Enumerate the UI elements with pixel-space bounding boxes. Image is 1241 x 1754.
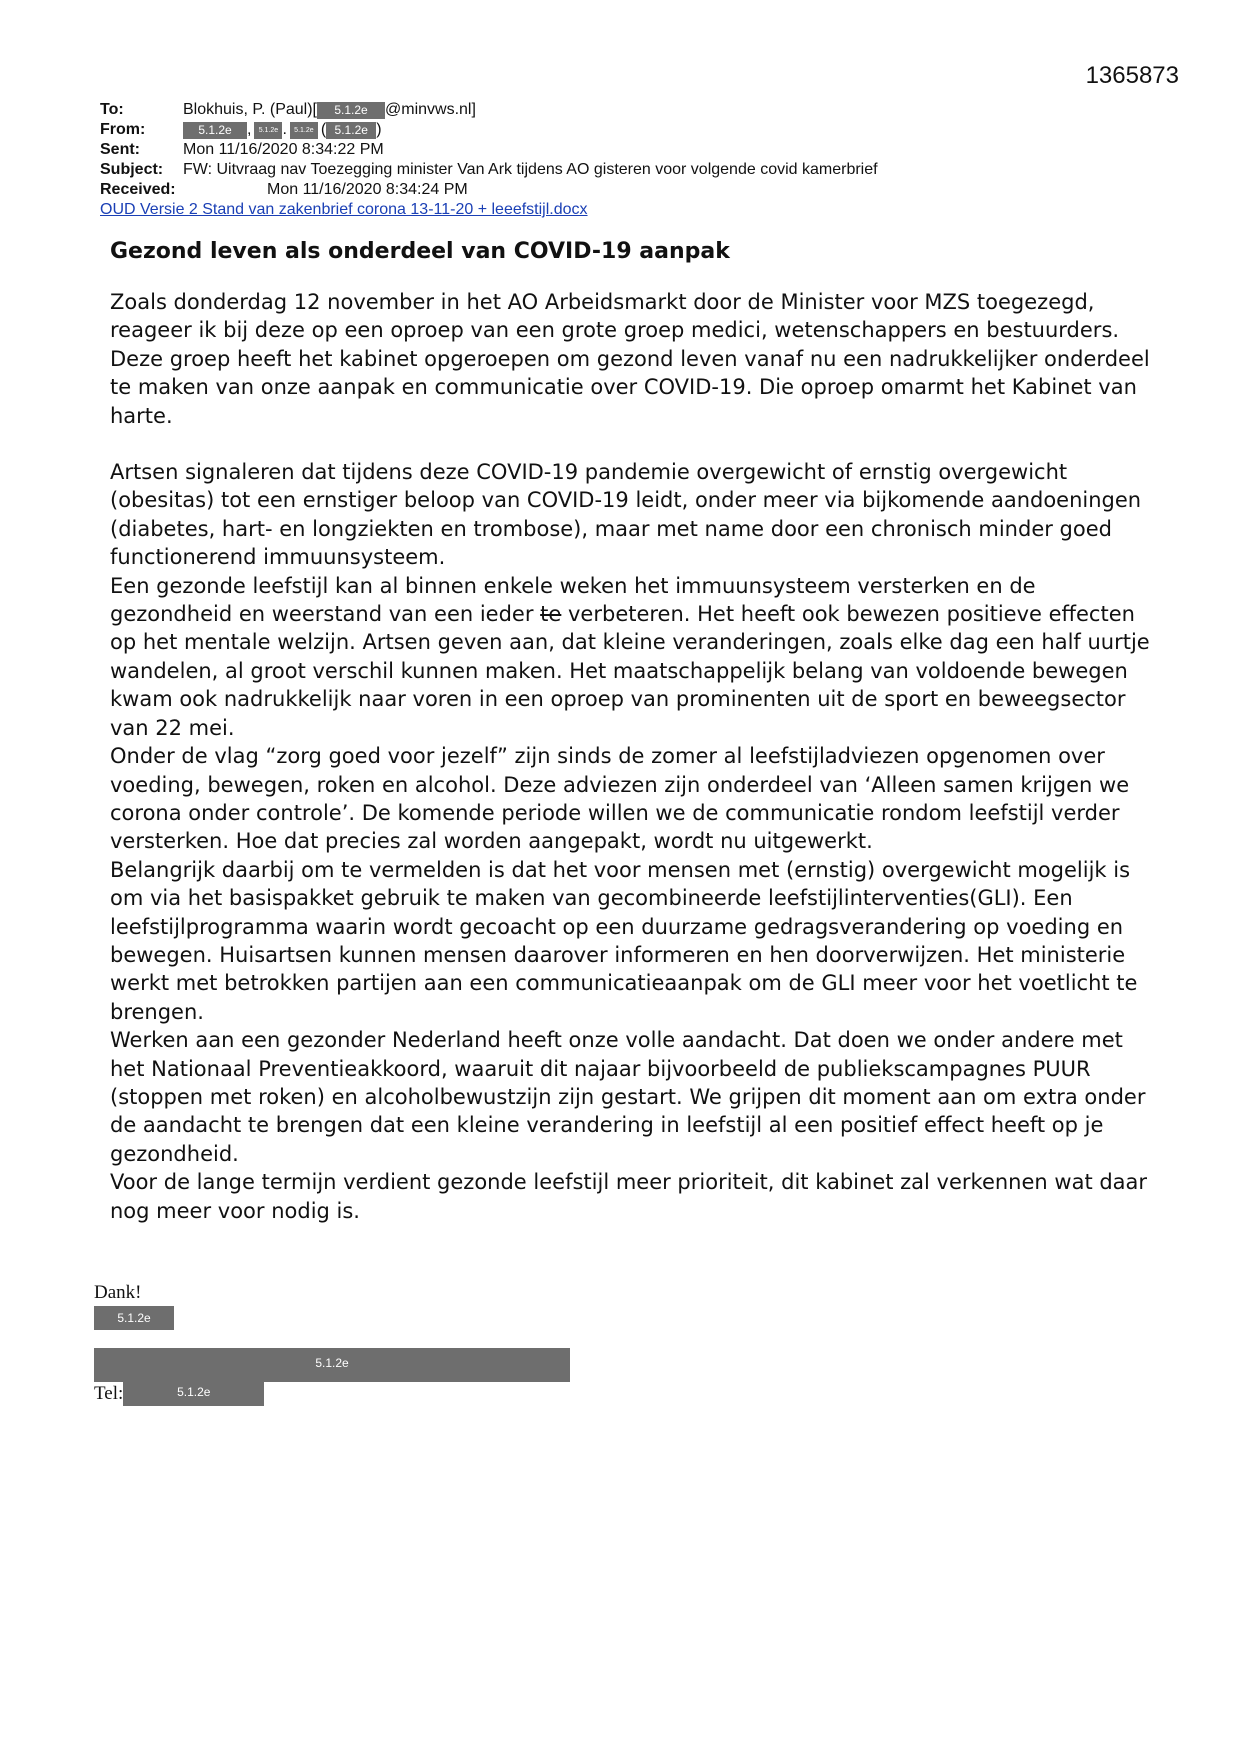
tel-row	[94, 1382, 264, 1406]
redaction-box: 5.1.2e	[290, 122, 318, 139]
received-row	[100, 180, 1150, 200]
subject-label: Subject:	[100, 161, 164, 178]
sent-row	[100, 140, 1150, 160]
email-header	[100, 100, 1150, 220]
thanks-text: Dank!	[94, 1282, 142, 1303]
paragraph: Belangrijk daarbij om te vermelden is dat het voor mensen met (ernstig) overgewicht mogelijk is om via het basispakket gebruik te maken van gecombineerde leefstijlinterventies(GLI). Een leefstijlprogramma waarin wordt gecoacht op een duurzame gedragsverandering op voeding en bewegen. Huisartsen kunnen mensen daarover informeren en hen doorverwijzen. Het ministerie werkt met betrokken partijen aan een communicatieaanpak om de GLI meer voor het voetlicht te brengen.	[110, 857, 1138, 1024]
to-name: Blokhuis, P. (Paul)[	[183, 101, 317, 118]
from-label: From:	[100, 121, 146, 138]
signature-block	[94, 1282, 349, 1404]
paragraph: Zoals donderdag 12 november in het AO Arbeidsmarkt door de Minister voor MZS toegezegd, reageer ik bij deze op een oproep van een grote groep medici, wetenschappers en bestuurders. Deze groep heeft het kabinet opgeroepen om gezond leven vanaf nu een nadrukkelijker onderdeel te maken van onze aanpak en communicatie over COVID-19. Die oproep omarmt het Kabinet van harte.	[110, 290, 1150, 428]
redaction-box: 5.1.2e	[123, 1382, 264, 1406]
letter-title: Gezond leven als onderdeel van COVID-19 aanpak	[110, 239, 730, 264]
letter-body	[110, 238, 1150, 1225]
struck-text: te	[540, 602, 562, 627]
from-separator: (	[320, 121, 327, 138]
document-number: 1365873	[1085, 62, 1179, 89]
redaction-box: 5.1.2e	[94, 1348, 570, 1382]
to-suffix: @minvws.nl]	[385, 101, 476, 118]
paragraph: Voor de lange termijn verdient gezonde leefstijl meer prioriteit, dit kabinet zal verkennen wat daar nog meer voor nodig is.	[110, 1170, 1148, 1223]
to-row	[100, 100, 1150, 120]
redaction-box: 5.1.2e	[326, 122, 376, 139]
attachment-row	[100, 200, 1150, 220]
from-separator: )	[376, 121, 382, 138]
to-label: To:	[100, 101, 124, 118]
redaction-box: 5.1.2e	[254, 122, 282, 139]
from-separator: .	[282, 121, 287, 138]
redaction-box: 5.1.2e	[94, 1306, 174, 1330]
paragraph: Artsen signaleren dat tijdens deze COVID-19 pandemie overgewicht of ernstig overgewicht (obesitas) tot een ernstiger beloop van COVID-19 leidt, onder meer via bijkomende aandoeningen (diabetes, hart- en longziekten en trombose), maar met name door een chronisch minder goed functionerend immuunsysteem.	[110, 460, 1142, 570]
redaction-box: 5.1.2e	[317, 102, 385, 119]
sent-label: Sent:	[100, 141, 140, 158]
paragraph	[110, 572, 1150, 742]
sent-value: Mon 11/16/2020 8:34:22 PM	[183, 141, 384, 158]
tel-label: Tel:	[94, 1383, 124, 1404]
received-label: Received:	[100, 181, 176, 198]
from-row	[100, 120, 1150, 140]
redaction-box: 5.1.2e	[183, 122, 247, 139]
paragraph-text: Een gezonde leefstijl kan al binnen enkele weken het immuunsysteem versterken en de gezondheid en weerstand van een ieder	[110, 573, 1036, 627]
paragraph: Onder de vlag “zorg goed voor jezelf” zijn sinds de zomer al leefstijladviezen opgenomen over voeding, bewegen, roken en alcohol. Deze adviezen zijn onderdeel van ‘Alleen samen krijgen we corona onder controle’. De komende periode willen we de communicatie rondom leefstijl verder versterken. Hoe dat precies zal worden aangepakt, wordt nu uitgewerkt.	[110, 744, 1130, 854]
paragraph-text: verbeteren. Het heeft ook bewezen positieve effecten op het mentale welzijn. Artsen geven aan, dat kleine veranderingen, zoals elke dag een half uurtje wandelen, al groot verschil kunnen maken. Het maatschappelijk belang van voldoende bewegen kwam ook nadrukkelijk naar voren in een oproep van prominenten uit de sport en beweegsector van 22 mei.	[110, 602, 1150, 740]
subject-value: FW: Uitvraag nav Toezegging minister Van Ark tijdens AO gisteren voor volgende covid kamerbrief	[183, 161, 878, 178]
paragraph: Werken aan een gezonder Nederland heeft onze volle aandacht. Dat doen we onder andere met het Nationaal Preventieakkoord, waaruit dit najaar bijvoorbeeld de publiekscampagnes PUUR (stoppen met roken) en alcoholbewustzijn zijn gestart. We grijpen dit moment aan om extra onder de aandacht te brengen dat een kleine verandering in leefstijl al een positief effect heeft op je gezondheid.	[110, 1028, 1146, 1166]
subject-row	[100, 160, 1150, 180]
attachment-link[interactable]: OUD Versie 2 Stand van zakenbrief corona 13-11-20 + leeefstijl.docx	[100, 201, 588, 218]
from-separator: ,	[247, 121, 252, 138]
received-value: Mon 11/16/2020 8:34:24 PM	[267, 181, 468, 198]
